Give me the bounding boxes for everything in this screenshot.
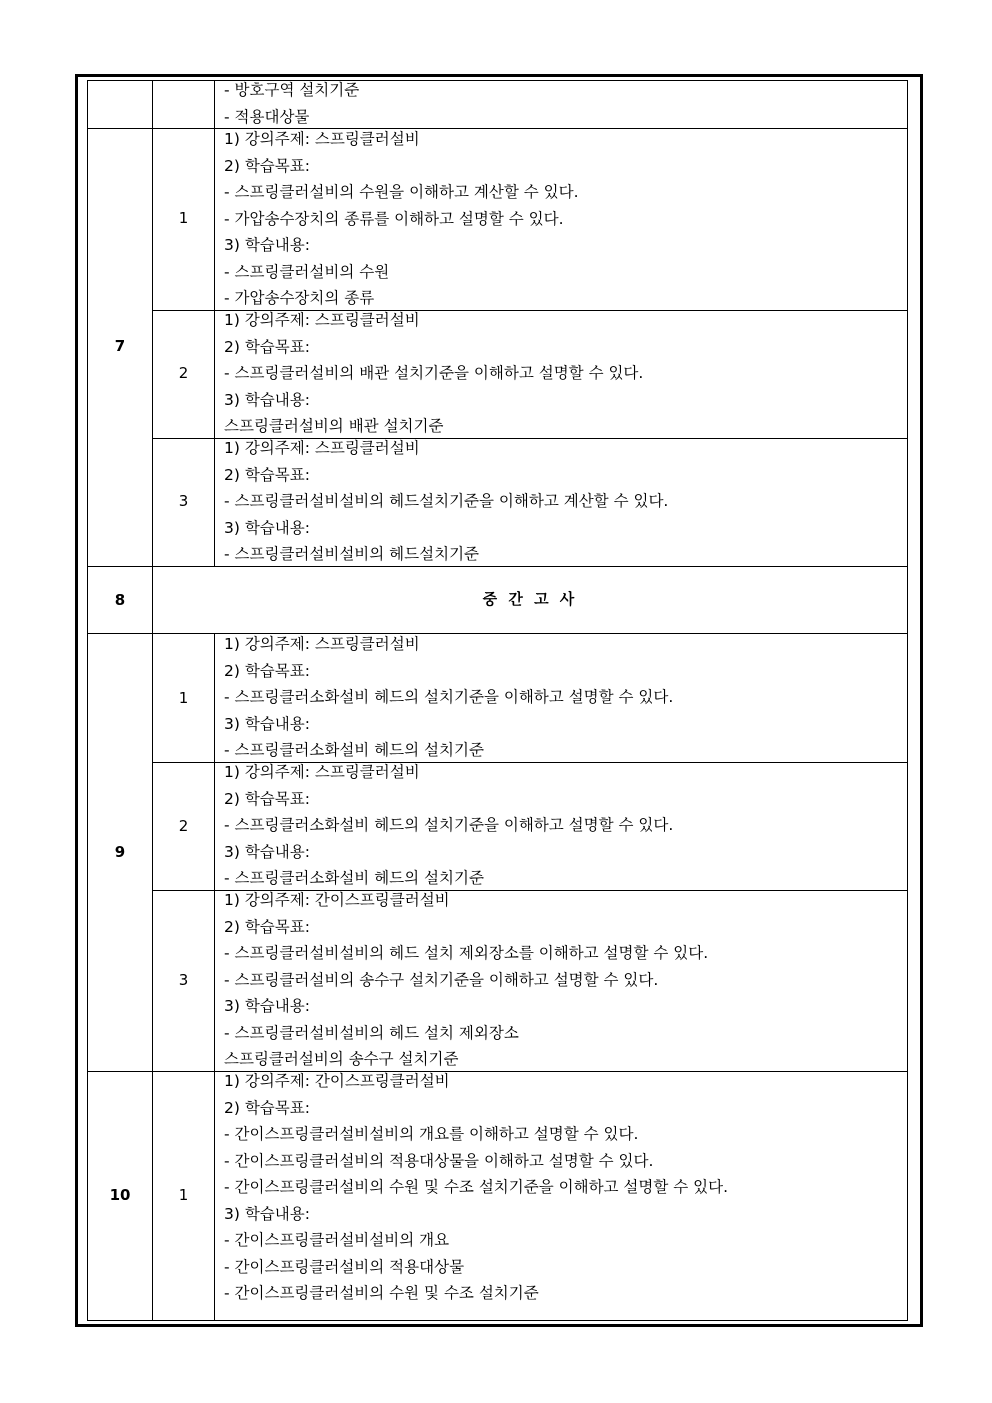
content-line: - 스프링클러설비의 수원을 이해하고 계산할 수 있다. — [224, 183, 579, 201]
session-number: 1 — [178, 1186, 189, 1204]
week-number: 8 — [114, 591, 126, 609]
content-line: 2) 학습목표: — [224, 789, 310, 808]
content-line: 3) 학습내용: — [224, 390, 310, 409]
content-line: 1) 강의주제: 스프링클러설비 — [224, 439, 420, 457]
session-number: 3 — [178, 971, 189, 989]
content-cell — [224, 759, 673, 892]
content-line: - 가압송수장치의 종류 — [224, 289, 375, 307]
content-line: - 스프링클러설비의 수원 — [224, 262, 390, 281]
content-line: - 방호구역 설치기준 — [224, 81, 360, 99]
content-line: - 적용대상물 — [224, 107, 310, 126]
content-line: - 스프링클러설비의 송수구 설치기준을 이해하고 설명할 수 있다. — [224, 970, 659, 989]
content-line: 1) 강의주제: 스프링클러설비 — [224, 763, 420, 781]
content-line: 1) 강의주제: 간이스프링클러설비 — [224, 1072, 450, 1090]
content-cell — [224, 77, 359, 130]
content-line: 3) 학습내용: — [224, 1204, 310, 1223]
content-line: - 간이스프링클러설비의 수원 및 수조 설치기준 — [224, 1284, 539, 1302]
content-line: - 가압송수장치의 종류를 이해하고 설명할 수 있다. — [224, 209, 564, 228]
session-number: 3 — [178, 492, 189, 510]
content-cell — [224, 307, 643, 440]
content-line: 1) 강의주제: 스프링클러설비 — [224, 311, 420, 329]
column-divider-session — [214, 633, 215, 1321]
content-line: 2) 학습목표: — [224, 917, 310, 936]
content-line: 2) 학습목표: — [224, 337, 310, 356]
content-line: - 간이스프링클러설비의 수원 및 수조 설치기준을 이해하고 설명할 수 있다. — [224, 1178, 729, 1196]
content-line: 2) 학습목표: — [224, 661, 310, 680]
content-line: 3) 학습내용: — [224, 714, 310, 733]
content-line: 스프링클러설비의 송수구 설치기준 — [224, 1050, 459, 1068]
content-line: 2) 학습목표: — [224, 156, 310, 175]
content-line: - 간이스프링클러설비설비의 개요 — [224, 1231, 450, 1249]
content-line: - 스프링클러설비설비의 헤드설치기준을 이해하고 계산할 수 있다. — [224, 492, 669, 510]
content-line: 3) 학습내용: — [224, 842, 310, 861]
content-line: 스프링클러설비의 배관 설치기준 — [224, 417, 444, 435]
content-line: 3) 학습내용: — [224, 236, 310, 254]
content-line: 1) 강의주제: 스프링클러설비 — [224, 130, 420, 148]
content-line: - 간이스프링클러설비의 적용대상물 — [224, 1257, 465, 1276]
content-line: - 스프링클러소화설비 헤드의 설치기준 — [224, 741, 484, 759]
content-line: 1) 강의주제: 간이스프링클러설비 — [224, 891, 450, 909]
week-number: 9 — [114, 843, 126, 861]
session-number: 1 — [178, 689, 189, 707]
content-cell — [224, 631, 673, 764]
content-cell — [224, 435, 668, 568]
content-cell — [224, 887, 708, 1073]
content-line: - 스프링클러소화설비 헤드의 설치기준을 이해하고 설명할 수 있다. — [224, 816, 674, 834]
session-number: 1 — [178, 209, 189, 227]
content-line: 3) 학습내용: — [224, 997, 310, 1015]
session-number: 2 — [178, 817, 189, 835]
content-line: - 스프링클러설비의 배관 설치기준을 이해하고 설명할 수 있다. — [224, 364, 644, 382]
content-line: 1) 강의주제: 스프링클러설비 — [224, 635, 420, 653]
midterm-exam-label: 중 간 고 사 — [482, 590, 578, 608]
week-number: 10 — [109, 1186, 131, 1204]
column-divider-session — [214, 80, 215, 567]
content-line: - 스프링클러소화설비 헤드의 설치기준 — [224, 869, 484, 887]
content-line: - 간이스프링클러설비의 적용대상물을 이해하고 설명할 수 있다. — [224, 1151, 654, 1170]
content-line: - 스프링클러설비설비의 헤드 설치 제외장소 — [224, 1023, 519, 1042]
content-cell — [224, 126, 579, 312]
content-line: - 스프링클러설비설비의 헤드 설치 제외장소를 이해하고 설명할 수 있다. — [224, 944, 709, 962]
week-number: 7 — [114, 337, 126, 355]
content-cell — [224, 1068, 728, 1307]
session-number: 2 — [178, 364, 189, 382]
content-line: 2) 학습목표: — [224, 1098, 310, 1117]
content-line: - 스프링클러소화설비 헤드의 설치기준을 이해하고 설명할 수 있다. — [224, 688, 674, 706]
content-line: - 스프링클러설비설비의 헤드설치기준 — [224, 545, 480, 563]
content-line: 2) 학습목표: — [224, 465, 310, 484]
content-line: 3) 학습내용: — [224, 518, 310, 537]
content-line: - 간이스프링클러설비설비의 개요를 이해하고 설명할 수 있다. — [224, 1125, 639, 1143]
